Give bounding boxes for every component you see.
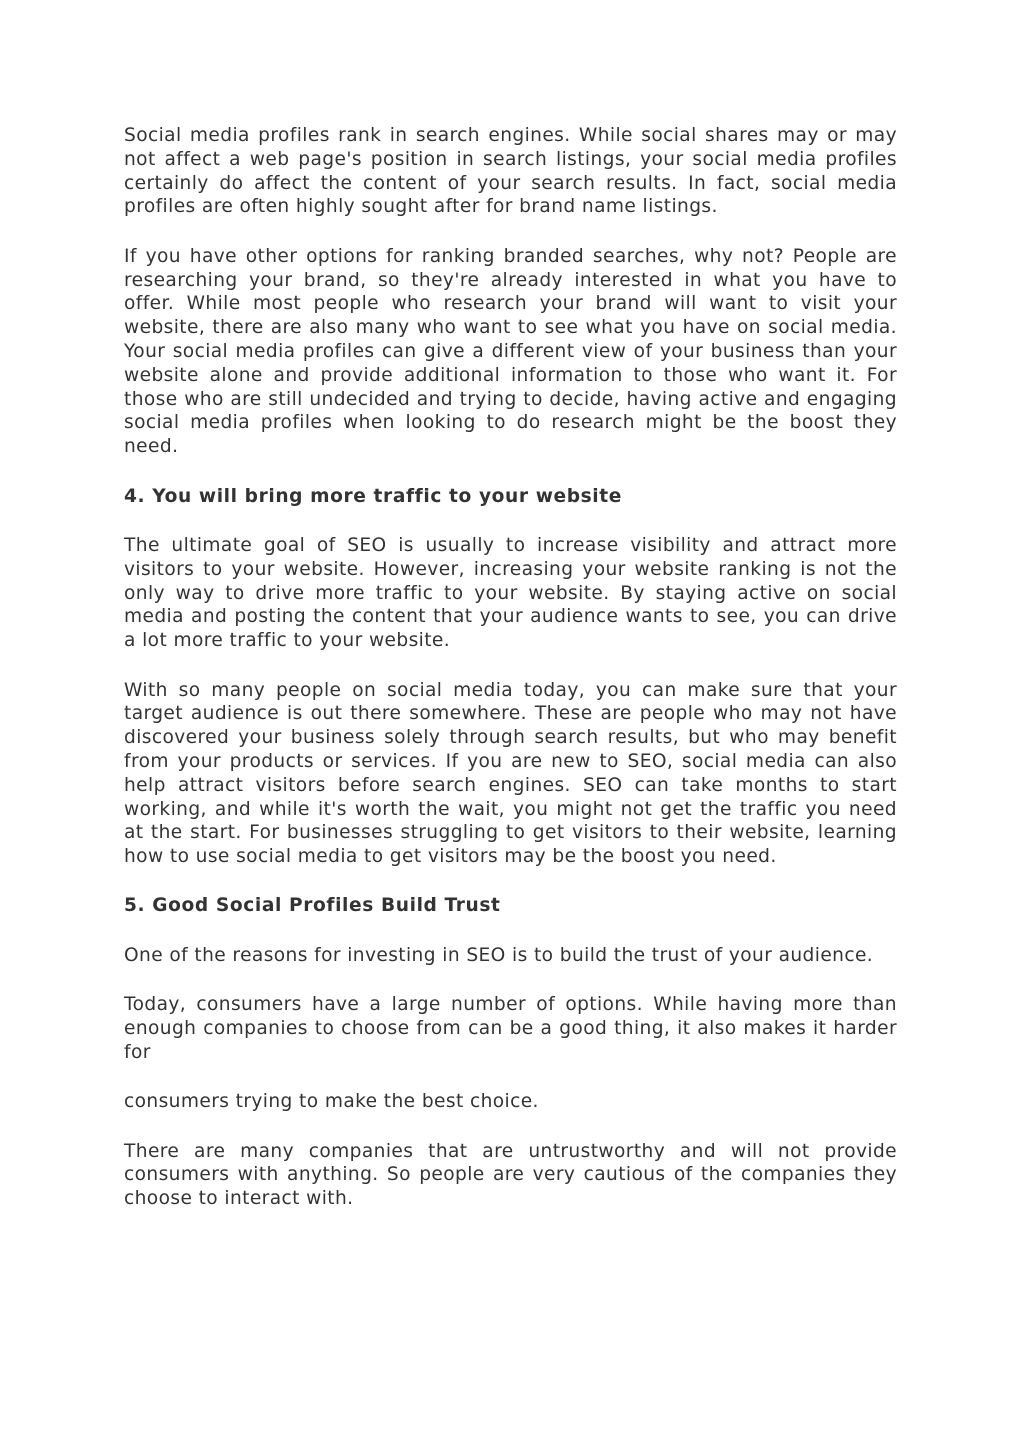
paragraph-target-audience: With so many people on social media today, you can make sure that your target audience is out there somewhere. These are people who may not have discovered your business solely through search results, but who may benefit from your products or services. If you are new to SEO, social media can also help attract visitors before search engines. SEO can take months to start working, and while it's worth the wait, you might not get the traffic you need at the start. For businesses struggling to get visitors to their website, learning how to use social media to get visitors may be the boost you need.	[124, 679, 897, 868]
paragraph-investing-seo: One of the reasons for investing in SEO is to build the trust of your audience.	[124, 944, 874, 966]
heading-build-trust: 5. Good Social Profiles Build Trust	[124, 895, 501, 917]
paragraph-consumer-options: Today, consumers have a large number of options. While having more than enough companies to choose from can be a good thing, it also makes it harder for	[124, 994, 897, 1063]
paragraph-best-choice: consumers trying to make the best choice.	[124, 1091, 539, 1113]
paragraph-untrustworthy-companies: There are many companies that are untrustworthy and will not provide consumers with anything. So people are very cautious of the companies they choose to interact with.	[124, 1140, 897, 1210]
document-page	[124, 124, 897, 1237]
paragraph-seo-goal: The ultimate goal of SEO is usually to increase visibility and attract more visitors to your website. However, increasing your website ranking is not the only way to drive more traffic to your website. By staying active on social media and posting the content that your audience wants to see, you can drive a lot more traffic to your website.	[124, 534, 897, 652]
paragraph-social-profiles-rank: Social media profiles rank in search engines. While social shares may or may not affect a web page's position in search listings, your social media profiles certainly do affect the content of your search results. In fact, social media profiles are often highly sought after for brand name listings.	[124, 125, 897, 218]
paragraph-branded-searches: If you have other options for ranking branded searches, why not? People are researching your brand, so they're already interested in what you have to offer. While most people who research your brand will want to visit your website, there are also many who want to see what you have on social media. Your social media profiles can give a different view of your business than your website alone and provide additional information to those who want it. For those who are still undecided and trying to decide, having active and engaging social media profiles when looking to do research might be the boost they need.	[124, 245, 897, 458]
heading-more-traffic: 4. You will bring more traffic to your website	[124, 485, 622, 507]
